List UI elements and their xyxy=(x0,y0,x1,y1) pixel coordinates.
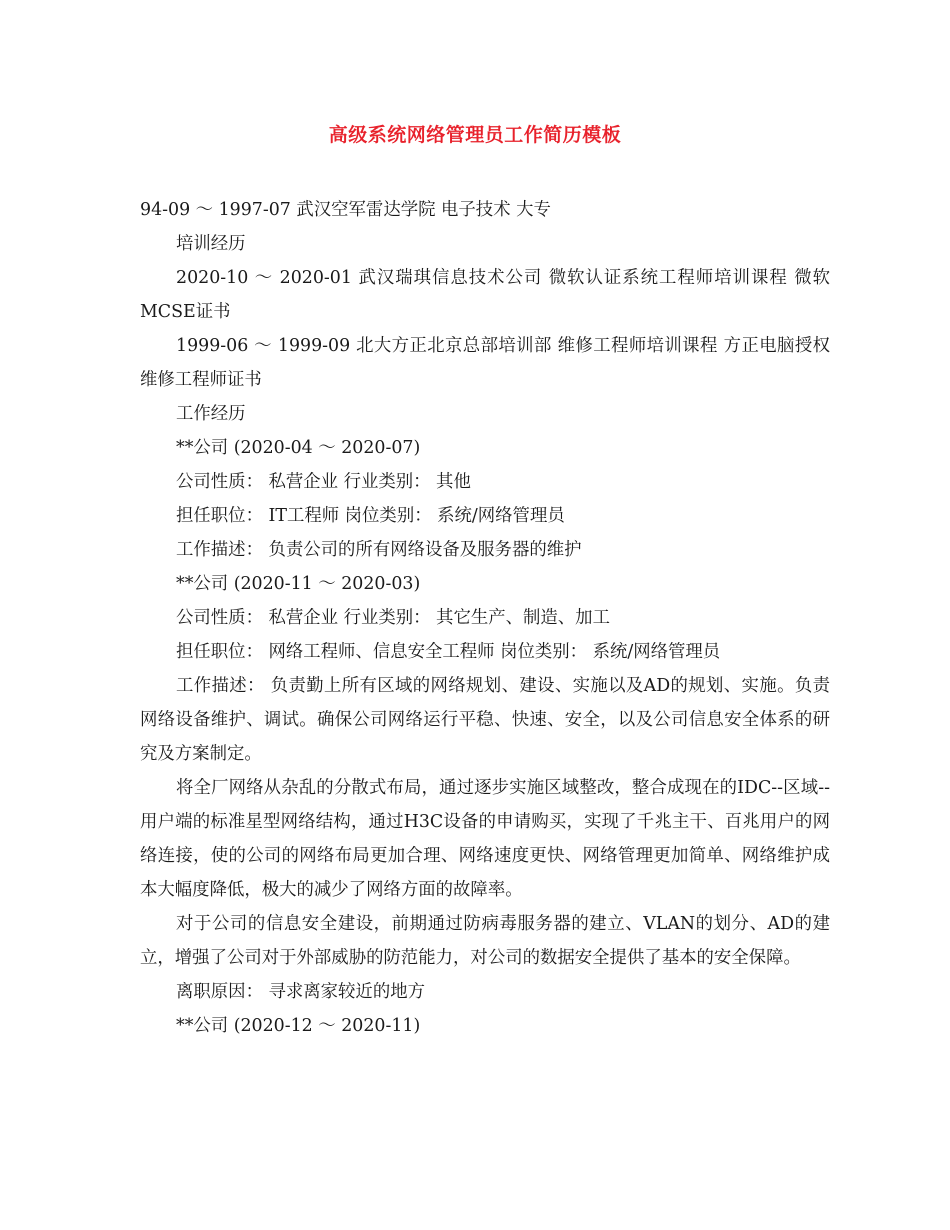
paragraph: 工作描述： 负责勤上所有区域的网络规划、建设、实施以及AD的规划、实施。负责网络设备维护、调试。确保公司网络运行平稳、快速、安全，以及公司信息安全体系的研究及方案制定。 xyxy=(140,676,830,764)
paragraph: **公司 (2020-04 ～ 2020-07) xyxy=(176,438,421,458)
paragraph: 担任职位： 网络工程师、信息安全工程师 岗位类别： 系统/网络管理员 xyxy=(176,642,721,662)
document-title: 高级系统网络管理员工作简历模板 xyxy=(328,124,622,146)
paragraph: 对于公司的信息安全建设，前期通过防病毒服务器的建立、VLAN的划分、AD的建立，增强了公司对于外部威胁的防范能力，对公司的数据安全提供了基本的安全保障。 xyxy=(140,914,830,968)
paragraph: 培训经历 xyxy=(176,234,246,254)
paragraph: 公司性质： 私营企业 行业类别： 其他 xyxy=(176,472,471,492)
paragraph: 1999-06 ～ 1999-09 北大方正北京总部培训部 维修工程师培训课程 方正电脑授权维修工程师证书 xyxy=(140,336,830,390)
paragraph: **公司 (2020-11 ～ 2020-03) xyxy=(176,574,421,594)
paragraph: 担任职位： IT工程师 岗位类别： 系统/网络管理员 xyxy=(176,506,565,526)
paragraph: 94-09 ～ 1997-07 武汉空军雷达学院 电子技术 大专 xyxy=(140,200,551,220)
paragraph: 公司性质： 私营企业 行业类别： 其它生产、制造、加工 xyxy=(176,608,610,628)
paragraph: 将全厂网络从杂乱的分散式布局，通过逐步实施区域整改，整合成现在的IDC--区域--用户端的标准星型网络结构，通过H3C设备的申请购买，实现了千兆主干、百兆用户的网络连接，使的公司的网络布局更加合理、网络速度更快、网络管理更加简单、网络维护成本大幅度降低，极大的减少了网络方面的故障率。 xyxy=(140,778,830,900)
paragraph: 工作描述： 负责公司的所有网络设备及服务器的维护 xyxy=(176,540,582,560)
paragraph: **公司 (2020-12 ～ 2020-11) xyxy=(176,1016,421,1036)
paragraph: 工作经历 xyxy=(176,404,246,424)
paragraph: 离职原因： 寻求离家较近的地方 xyxy=(176,982,425,1002)
document-body xyxy=(140,193,830,1043)
paragraph: 2020-10 ～ 2020-01 武汉瑞琪信息技术公司 微软认证系统工程师培训课程 微软MCSE证书 xyxy=(140,268,830,322)
